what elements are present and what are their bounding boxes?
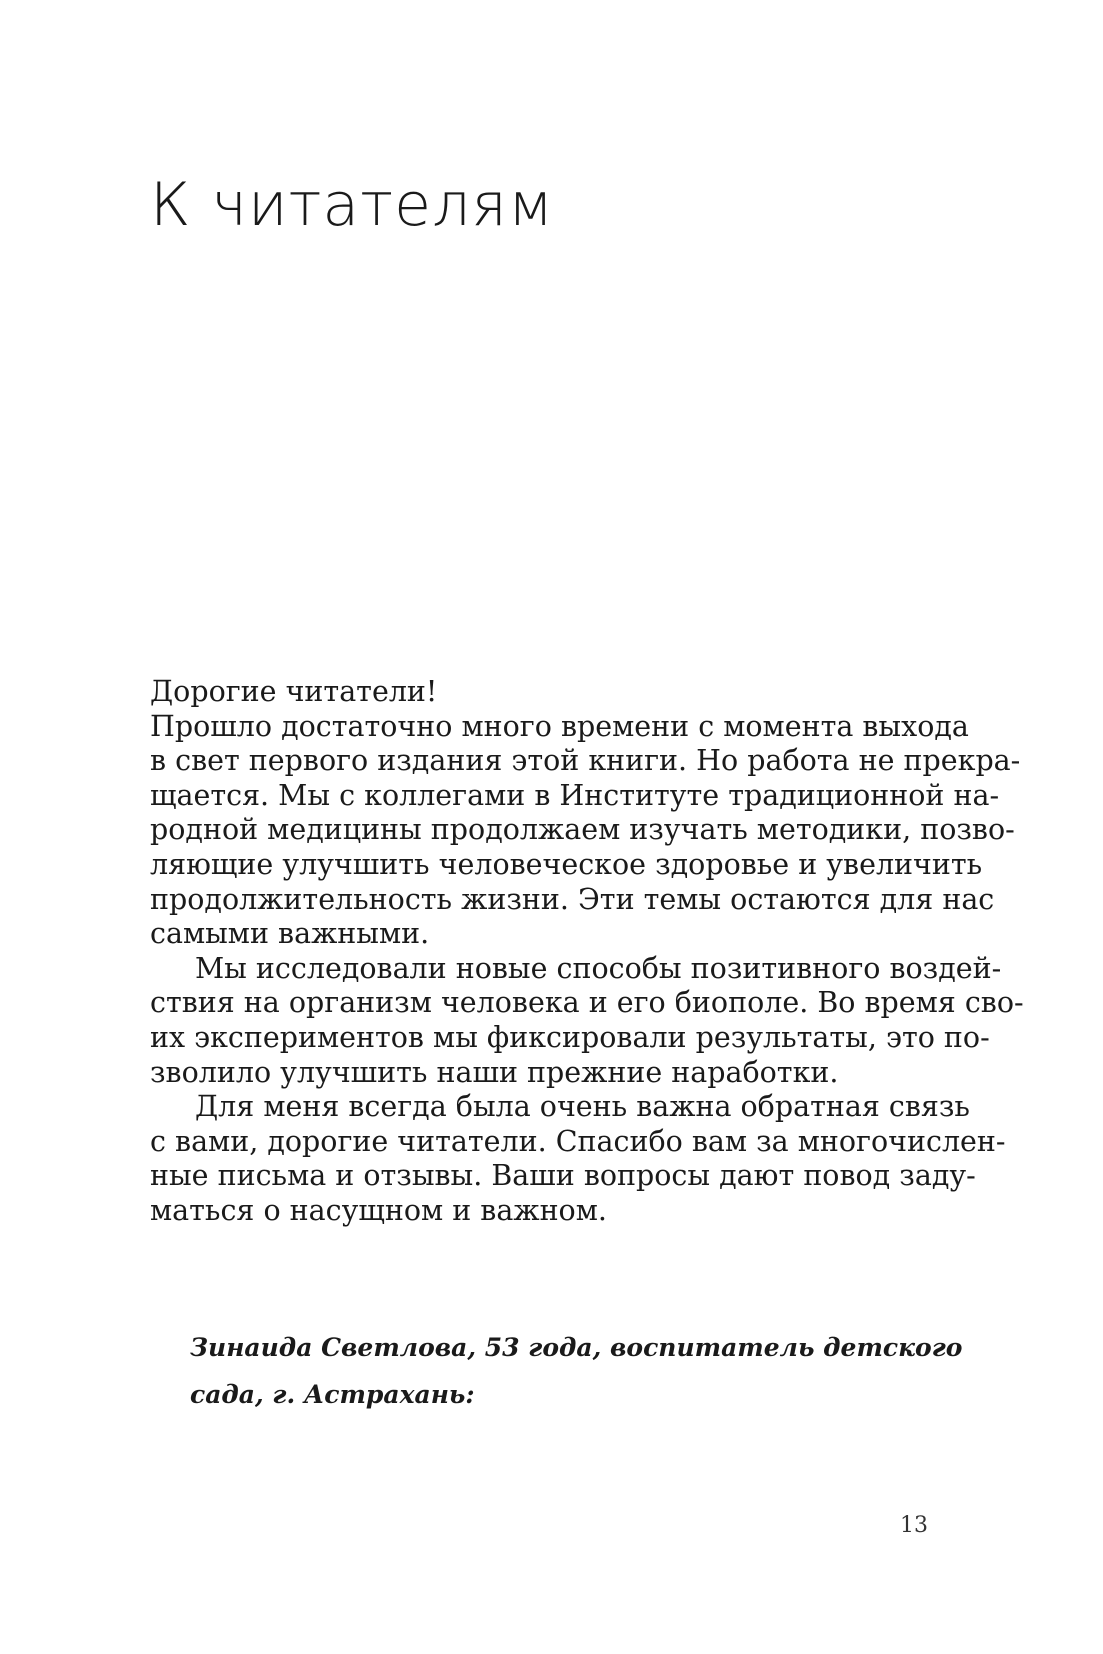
paragraph-1 xyxy=(150,709,1021,952)
text-line: ляющие улучшить человеческое здоровье и увеличить xyxy=(150,847,983,881)
text-line: ные письма и отзывы. Ваши вопросы дают повод заду- xyxy=(150,1159,976,1193)
text-line: маться о насущном и важном. xyxy=(150,1193,607,1227)
text-line: продолжительность жизни. Эти темы остаются для нас xyxy=(150,882,995,916)
body-text xyxy=(150,675,1024,1229)
testimonial-attribution xyxy=(190,1324,963,1418)
text-line: Для меня всегда была очень важна обратная связь xyxy=(195,1090,970,1124)
text-line: самыми важными. xyxy=(150,917,430,951)
text-line: ствия на организм человека и его биополе. Во время сво- xyxy=(150,986,1024,1020)
text-line: с вами, дорогие читатели. Спасибо вам за многочислен- xyxy=(150,1124,1006,1158)
text-line: щается. Мы с коллегами в Институте традиционной на- xyxy=(150,778,1000,812)
text-line: зволило улучшить наши прежние наработки. xyxy=(150,1055,839,1089)
paragraph-2 xyxy=(150,951,1024,1090)
page-number: 13 xyxy=(900,1513,928,1538)
attribution-line: Зинаида Светлова, 53 года, воспитатель детского xyxy=(190,1333,963,1362)
text-line: Прошло достаточно много времени с момента выхода xyxy=(150,709,969,743)
text-line: их экспериментов мы фиксировали результаты, это по- xyxy=(150,1020,990,1054)
attribution-line: сада, г. Астрахань: xyxy=(190,1380,475,1409)
text-line: в свет первого издания этой книги. Но работа не прекра- xyxy=(150,744,1021,778)
text-line: Мы исследовали новые способы позитивного воздей- xyxy=(195,951,1002,985)
chapter-title: К читателям xyxy=(150,170,555,240)
paragraph-3 xyxy=(150,1090,1006,1228)
greeting-line: Дорогие читатели! xyxy=(150,675,438,708)
text-line: родной медицины продолжаем изучать методики, позво- xyxy=(150,813,1015,847)
